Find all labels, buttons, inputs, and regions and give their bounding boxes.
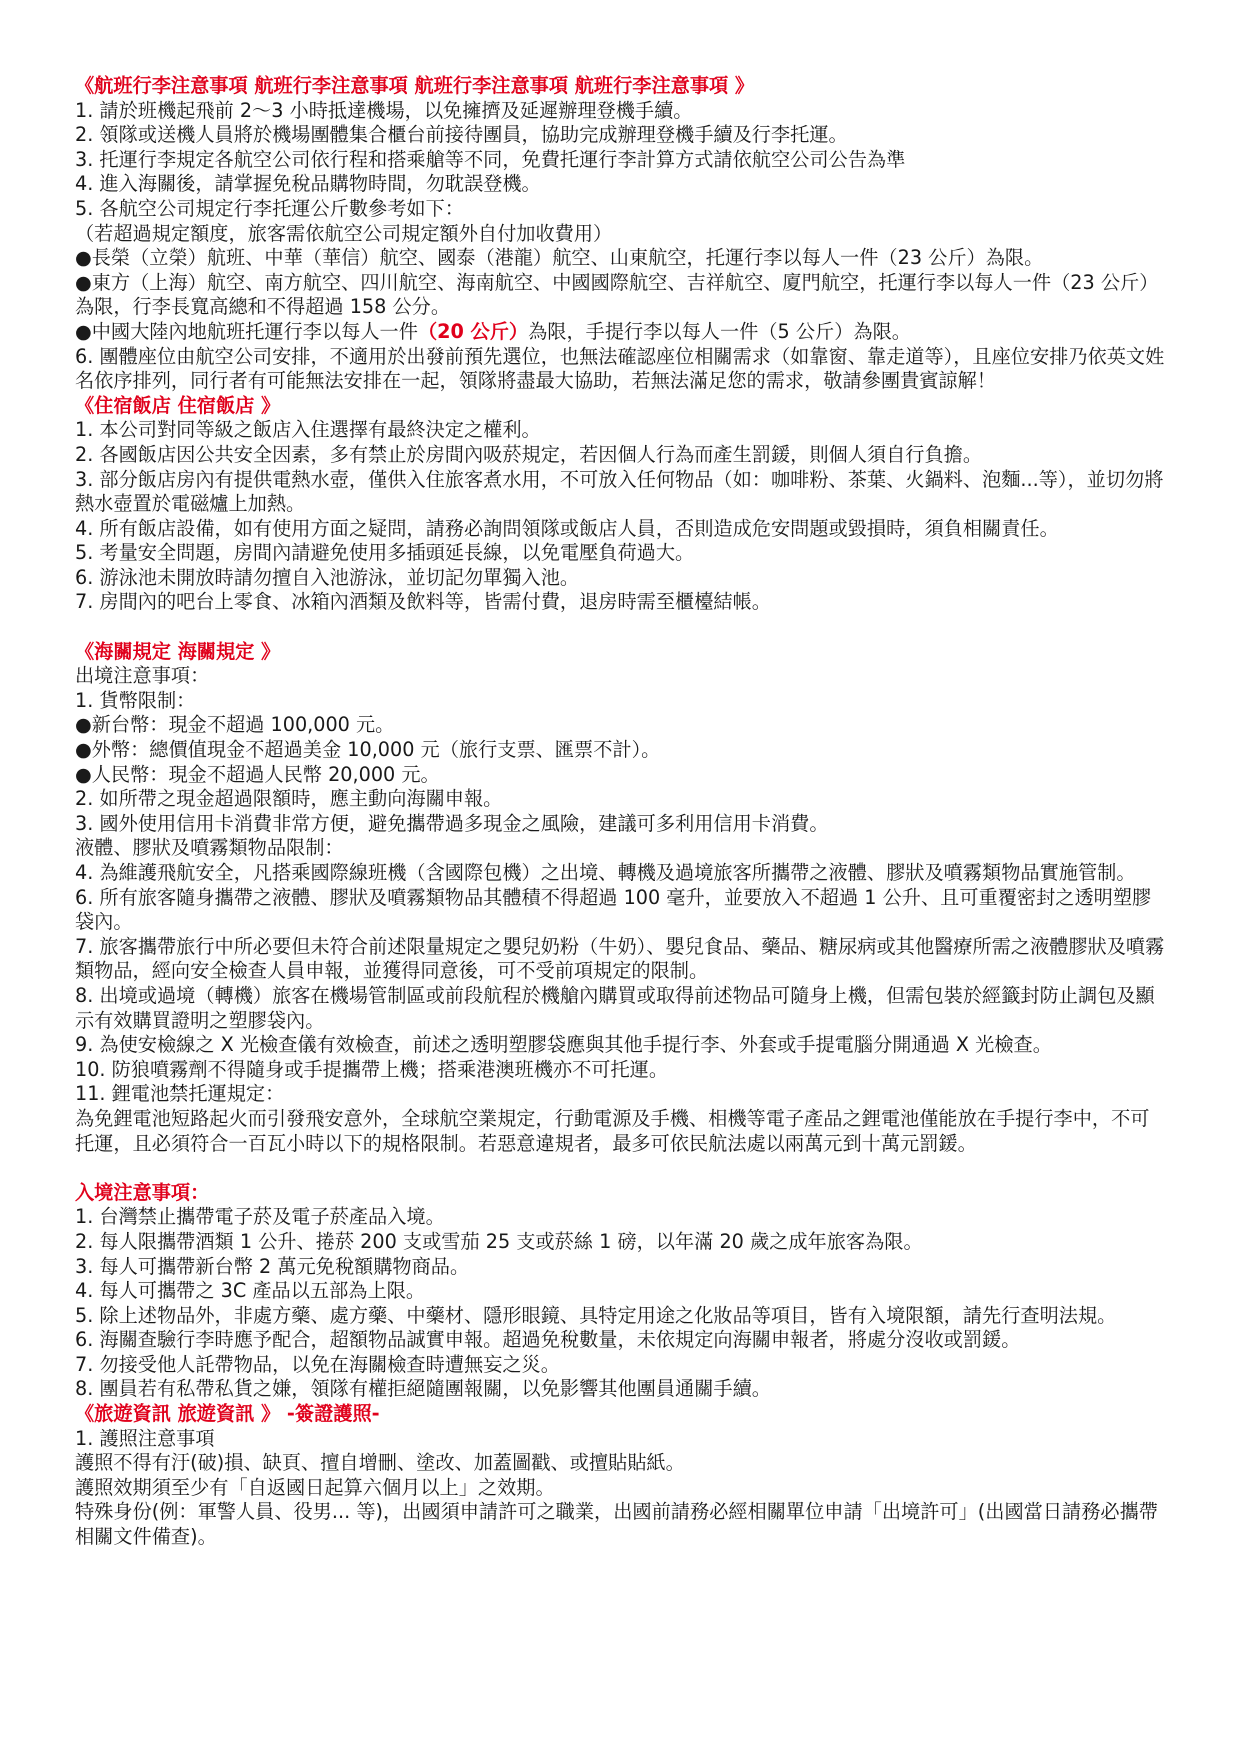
section-spacer [75, 1156, 1167, 1181]
travel-passport-validity: 護照效期須至少有「自返國日起算六個月以上」之效期。 [75, 1475, 555, 1499]
flight-item-1: 1. 請於班機起飛前 2～3 小時抵達機場，以免擁擠及延遲辦理登機手續。 [75, 98, 693, 122]
flight-heading: 《航班行李注意事項 航班行李注意事項 航班行李注意事項 航班行李注意事項 》 [75, 74, 755, 97]
customs-liquid-title: 液體、膠狀及噴霧類物品限制： [75, 836, 344, 860]
customs-exit-title: 出境注意事項： [75, 664, 210, 688]
hotel-item-1: 1. 本公司對同等級之飯店入住選擇有最終決定之權利。 [75, 418, 541, 442]
flight-bullet-domestic-highlight: （20 公斤） [417, 319, 529, 343]
entry-item-8: 8. 團員若有私帶私貨之嫌，領隊有權拒絕隨團報關，以免影響其他團員通關手續。 [75, 1377, 771, 1401]
hotel-item-3: 3. 部分飯店房內有提供電熱水壺，僅供入住旅客煮水用，不可放入任何物品（如：咖啡粉、茶葉、火鍋料、泡麵...等），並切勿將熱水壺置於電磁爐上加熱。 [75, 467, 1164, 516]
entry-item-6: 6. 海關查驗行李時應予配合，超額物品誠實申報。超過免稅數量，未依規定向海關申報者，將處分沒收或罰鍰。 [75, 1328, 1021, 1352]
customs-lithium-note: 為免鋰電池短路起火而引發飛安意外，全球航空業規定，行動電源及手機、相機等電子產品之鋰電池僅能放在手提行李中，不可托運，且必須符合一百瓦小時以下的規格限制。若惡意違規者，最多可依民航法處以兩萬元到十萬元罰鍰。 [75, 1106, 1150, 1155]
section-spacer [75, 615, 1167, 640]
customs-item-10: 10. 防狼噴霧劑不得隨身或手提攜帶上機；搭乘港澳班機亦不可托運。 [75, 1057, 669, 1081]
customs-bullet-foreign: ●外幣：總價值現金不超過美金 10,000 元（旅行支票、匯票不計）。 [75, 738, 661, 762]
flight-bullet-domestic-c: 為限，手提行李以每人一件（5 公斤）為限。 [528, 319, 911, 343]
flight-bullet-china-eastern: ●東方（上海）航空、南方航空、四川航空、海南航空、中國國際航空、吉祥航空、廈門航空，托運行李以每人一件（23 公斤）為限，行李長寬高總和不得超過 158 公分。 [75, 270, 1159, 319]
travel-passport-damage: 護照不得有汙(破)損、缺頁、擅自增刪、塗改、加蓋圖戳、或擅貼貼紙。 [75, 1451, 685, 1475]
entry-item-2: 2. 每人限攜帶酒類 1 公升、捲菸 200 支或雪茄 25 支或菸絲 1 磅，以年滿 20 歲之成年旅客為限。 [75, 1229, 923, 1253]
customs-heading: 《海關規定 海關規定 》 [75, 639, 281, 663]
customs-item-3: 3. 國外使用信用卡消費非常方便，避免攜帶過多現金之風險，建議可多利用信用卡消費。 [75, 811, 829, 835]
flight-note: （若超過規定額度，旅客需依航空公司規定額外自付加收費用） [75, 221, 613, 245]
hotel-item-5: 5. 考量安全問題，房間內請避免使用多插頭延長線，以免電壓負荷過大。 [75, 541, 695, 565]
entry-item-5: 5. 除上述物品外，非處方藥、處方藥、中藥材、隱形眼鏡、具特定用途之化妝品等項目，皆有入境限額，請先行查明法規。 [75, 1303, 1117, 1327]
flight-bullet-domestic [75, 320, 1167, 345]
customs-bullet-rmb: ●人民幣：現金不超過人民幣 20,000 元。 [75, 762, 440, 786]
customs-item-7: 7. 旅客攜帶旅行中所必要但未符合前述限量規定之嬰兒奶粉（牛奶）、嬰兒食品、藥品、糖尿病或其他醫療所需之液體膠狀及噴霧類物品，經向安全檢查人員申報，並獲得同意後，可不受前項規定的限制。 [75, 934, 1165, 983]
flight-bullet-evergreen: ●長榮（立榮）航班、中華（華信）航空、國泰（港龍）航空、山東航空，托運行李以每人一件（23 公斤）為限。 [75, 246, 1044, 270]
entry-item-4: 4. 每人可攜帶之 3C 產品以五部為上限。 [75, 1279, 426, 1303]
customs-bullet-twd: ●新台幣：現金不超過 100,000 元。 [75, 713, 395, 737]
entry-item-1: 1. 台灣禁止攜帶電子菸及電子菸產品入境。 [75, 1205, 445, 1229]
travel-special-status: 特殊身份(例：軍警人員、役男... 等)，出國須申請許可之職業，出國前請務必經相關單位申請「出境許可」(出國當日請務必攜帶相關文件備查)。 [75, 1500, 1158, 1549]
customs-item-9: 9. 為使安檢線之 X 光檢查儀有效檢查，前述之透明塑膠袋應與其他手提行李、外套或手提電腦分開通過 X 光檢查。 [75, 1033, 1052, 1057]
hotel-item-2: 2. 各國飯店因公共安全因素，多有禁止於房間內吸菸規定，若因個人行為而產生罰鍰，則個人須自行負擔。 [75, 442, 983, 466]
travel-item-1: 1. 護照注意事項 [75, 1426, 215, 1450]
hotel-item-7: 7. 房間內的吧台上零食、冰箱內酒類及飲料等，皆需付費，退房時需至櫃檯結帳。 [75, 590, 771, 614]
document-body [75, 74, 1167, 1550]
hotel-item-6: 6. 游泳池未開放時請勿擅自入池游泳，並切記勿單獨入池。 [75, 565, 580, 589]
customs-item-11: 11. 鋰電池禁托運規定： [75, 1082, 285, 1106]
flight-item-6: 6. 團體座位由航空公司安排，不適用於出發前預先選位，也無法確認座位相關需求（如靠窗、靠走道等），且座位安排乃依英文姓名依序排列，同行者有可能無法安排在一起，領隊將盡最大協助，若無法滿足您的需求，敬請參團貴賓諒解！ [75, 344, 1165, 393]
hotel-heading: 《住宿飯店 住宿飯店 》 [75, 393, 281, 417]
hotel-item-4: 4. 所有飯店設備，如有使用方面之疑問，請務必詢問領隊或飯店人員，否則造成危安問題或毀損時，須負相關責任。 [75, 516, 1059, 540]
travel-heading: 《旅遊資訊 旅遊資訊 》 -簽證護照- [75, 1402, 380, 1426]
customs-item-6: 6. 所有旅客隨身攜帶之液體、膠狀及噴霧類物品其體積不得超過 100 毫升，並要放入不超過 1 公升、且可重覆密封之透明塑膠袋內。 [75, 885, 1152, 934]
entry-heading: 入境注意事項： [75, 1180, 210, 1204]
flight-item-2: 2. 領隊或送機人員將於機場團體集合櫃台前接待團員，協助完成辦理登機手續及行李托運。 [75, 123, 848, 147]
flight-item-5: 5. 各航空公司規定行李托運公斤數參考如下： [75, 196, 464, 220]
flight-bullet-domestic-a: ●中國大陸內地航班托運行李以每人一件 [75, 319, 418, 343]
flight-item-4: 4. 進入海關後，請掌握免稅品購物時間，勿耽誤登機。 [75, 172, 541, 196]
customs-item-8: 8. 出境或過境（轉機）旅客在機場管制區或前段航程於機艙內購買或取得前述物品可隨身上機，但需包裝於經籤封防止調包及顯示有效購買證明之塑膠袋內。 [75, 983, 1155, 1032]
entry-item-7: 7. 勿接受他人託帶物品，以免在海關檢查時遭無妄之災。 [75, 1352, 560, 1376]
flight-item-3: 3. 托運行李規定各航空公司依行程和搭乘艙等不同，免費托運行李計算方式請依航空公司公告為準 [75, 147, 906, 171]
customs-item-4: 4. 為維護飛航安全，凡搭乘國際線班機（含國際包機）之出境、轉機及過境旅客所攜帶之液體、膠狀及噴霧類物品實施管制。 [75, 861, 1136, 884]
customs-item-1: 1. 貨幣限制： [75, 688, 196, 712]
entry-item-3: 3. 每人可攜帶新台幣 2 萬元免稅額購物商品。 [75, 1254, 470, 1278]
customs-item-2: 2. 如所帶之現金超過限額時，應主動向海關申報。 [75, 787, 503, 811]
